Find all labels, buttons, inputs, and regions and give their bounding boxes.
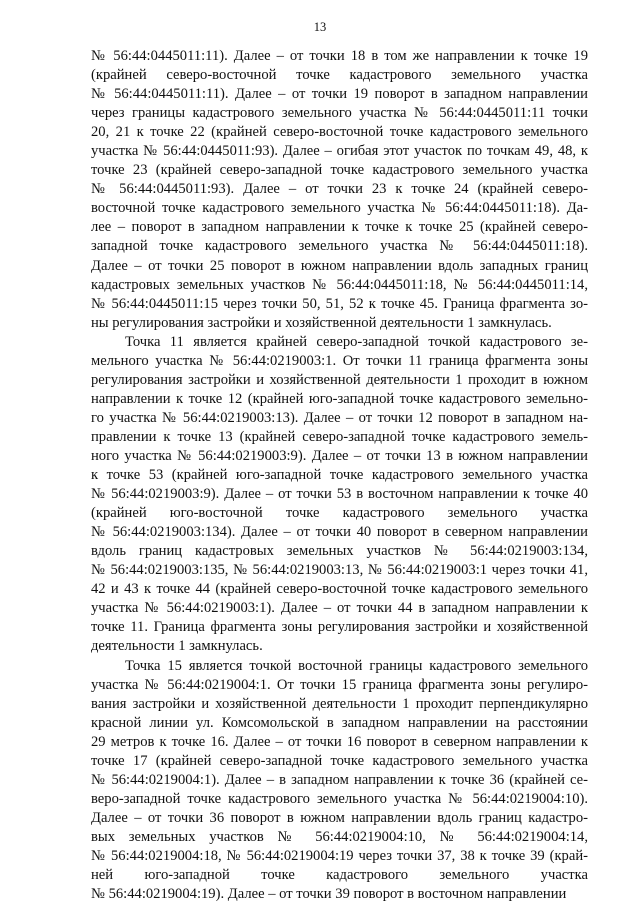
text-line: к точке 53 (крайней юго-западной точке кадастрового земельного участка xyxy=(91,467,588,484)
paragraph xyxy=(91,657,588,905)
text-line: (крайней юго-восточной точке кадастрового земельного участка xyxy=(91,505,588,522)
text-line: через границы кадастрового земельного участка № 56:44:0445011:11 точки xyxy=(91,105,588,122)
text-line: ней юго-западной точке кадастрового земельного участка xyxy=(91,867,588,884)
text-line: ны регулирования застройки и хозяйственной деятельности 1 замкнулась. xyxy=(91,314,552,331)
text-line: мельного участка № 56:44:0219003:1. От точки 11 граница фрагмента зоны xyxy=(91,352,588,369)
text-line: вания застройки и хозяйственной деятельности 1 проходит перпендикулярно xyxy=(91,695,588,712)
text-line: красной линии ул. Комсомольской в западном направлении на расстоянии xyxy=(91,714,588,731)
text-line: № 56:44:0219004:1). Далее – в западном направлении к точке 36 (крайней се- xyxy=(91,771,588,788)
text-line: регулирования застройки и хозяйственной деятельности 1 проходит в южном xyxy=(91,371,588,388)
text-line: вдоль границ кадастровых земельных участков № 56:44:0219003:134, xyxy=(91,543,588,560)
text-line: 20, 21 к точке 22 (крайней северо-восточной точке кадастрового земельного xyxy=(91,124,588,141)
text-line: № 56:44:0219003:135, № 56:44:0219003:13, № 56:44:0219003:1 через точки 41, xyxy=(91,562,588,579)
text-line: участка № 56:44:0219004:1. От точки 15 граница фрагмента зоны регулиро- xyxy=(91,676,588,693)
text-line: № 56:44:0219003:9). Далее – от точки 53 в восточном направлении к точке 40 xyxy=(91,486,588,503)
text-line: № 56:44:0219003:134). Далее – от точки 40 поворот в северном направлении xyxy=(91,524,588,541)
text-line: № 56:44:0445011:15 через точки 50, 51, 52 к точке 45. Граница фрагмента зо- xyxy=(91,295,588,312)
text-line: участка № 56:44:0445011:93). Далее – огибая этот участок по точкам 49, 48, к xyxy=(91,143,588,160)
text-line: 29 метров к точке 16. Далее – от точки 16 поворот в северном направлении к xyxy=(91,733,588,750)
text-line: № 56:44:0219004:18, № 56:44:0219004:19 через точки 37, 38 к точке 39 (край- xyxy=(91,847,588,864)
text-line: правлении к точке 13 (крайней северо-западной точке кадастрового земель- xyxy=(91,428,588,445)
text-line: точке 23 (крайней северо-западной точке кадастрового земельного участка xyxy=(91,162,588,179)
text-line: участка № 56:44:0219003:1). Далее – от точки 44 в западном направлении к xyxy=(91,600,588,617)
text-line: западной точке кадастрового земельного участка № 56:44:0445011:18). xyxy=(91,238,588,255)
text-line: направлении к точке 12 (крайней юго-западной точке кадастрового земельно- xyxy=(91,390,588,407)
body-text xyxy=(91,47,588,904)
text-line: Далее – от точки 36 поворот в южном направлении вдоль границ кадастро- xyxy=(91,809,588,826)
text-line: № 56:44:0445011:11). Далее – от точки 18 в том же направлении к точке 19 xyxy=(91,48,588,64)
text-line: восточной точке кадастрового земельного участка № 56:44:0445011:18). Да- xyxy=(91,200,588,217)
text-line: № 56:44:0219004:19). Далее – от точки 39 поворот в восточном направлении xyxy=(91,886,567,903)
text-line: точке 17 (крайней северо-западной точке кадастрового земельного участка xyxy=(91,752,588,769)
text-line: (крайней северо-восточной точке кадастрового земельного участка xyxy=(91,67,588,84)
text-line: № 56:44:0445011:93). Далее – от точки 23 к точке 24 (крайней северо- xyxy=(91,181,588,198)
paragraph xyxy=(91,333,588,657)
text-line: го участка № 56:44:0219003:13). Далее – от точки 12 поворот в западном на- xyxy=(91,409,588,426)
text-line: 42 и 43 к точке 44 (крайней северо-восточной точке кадастрового земельного xyxy=(91,581,588,598)
text-line: деятельности 1 замкнулась. xyxy=(91,638,263,655)
text-line: Точка 15 является точкой восточной границы кадастрового земельного xyxy=(125,657,588,674)
text-line: веро-западной точке кадастрового земельного участка № 56:44:0219004:10). xyxy=(91,790,588,807)
paragraph xyxy=(91,47,588,333)
text-line: вых земельных участков № 56:44:0219004:10, № 56:44:0219004:14, xyxy=(91,828,588,845)
page-number: 13 xyxy=(313,20,327,34)
text-line: Точка 11 является крайней северо-западной точкой кадастрового зе- xyxy=(125,333,588,350)
text-line: точке 11. Граница фрагмента зоны регулирования застройки и хозяйственной xyxy=(91,619,588,636)
text-line: лее – поворот в западном направлении к точке к точке 25 (крайней северо- xyxy=(91,219,588,236)
text-line: кадастровых земельных участков № 56:44:0445011:18, № 56:44:0445011:14, xyxy=(91,276,588,293)
text-line: ного участка № 56:44:0219003:9). Далее – от точки 13 в южном направлении xyxy=(91,447,588,464)
text-line: № 56:44:0445011:11). Далее – от точки 19 поворот в западном направлении xyxy=(91,86,588,103)
text-line: Далее – от точки 25 поворот в южном направлении вдоль западных границ xyxy=(91,257,588,274)
